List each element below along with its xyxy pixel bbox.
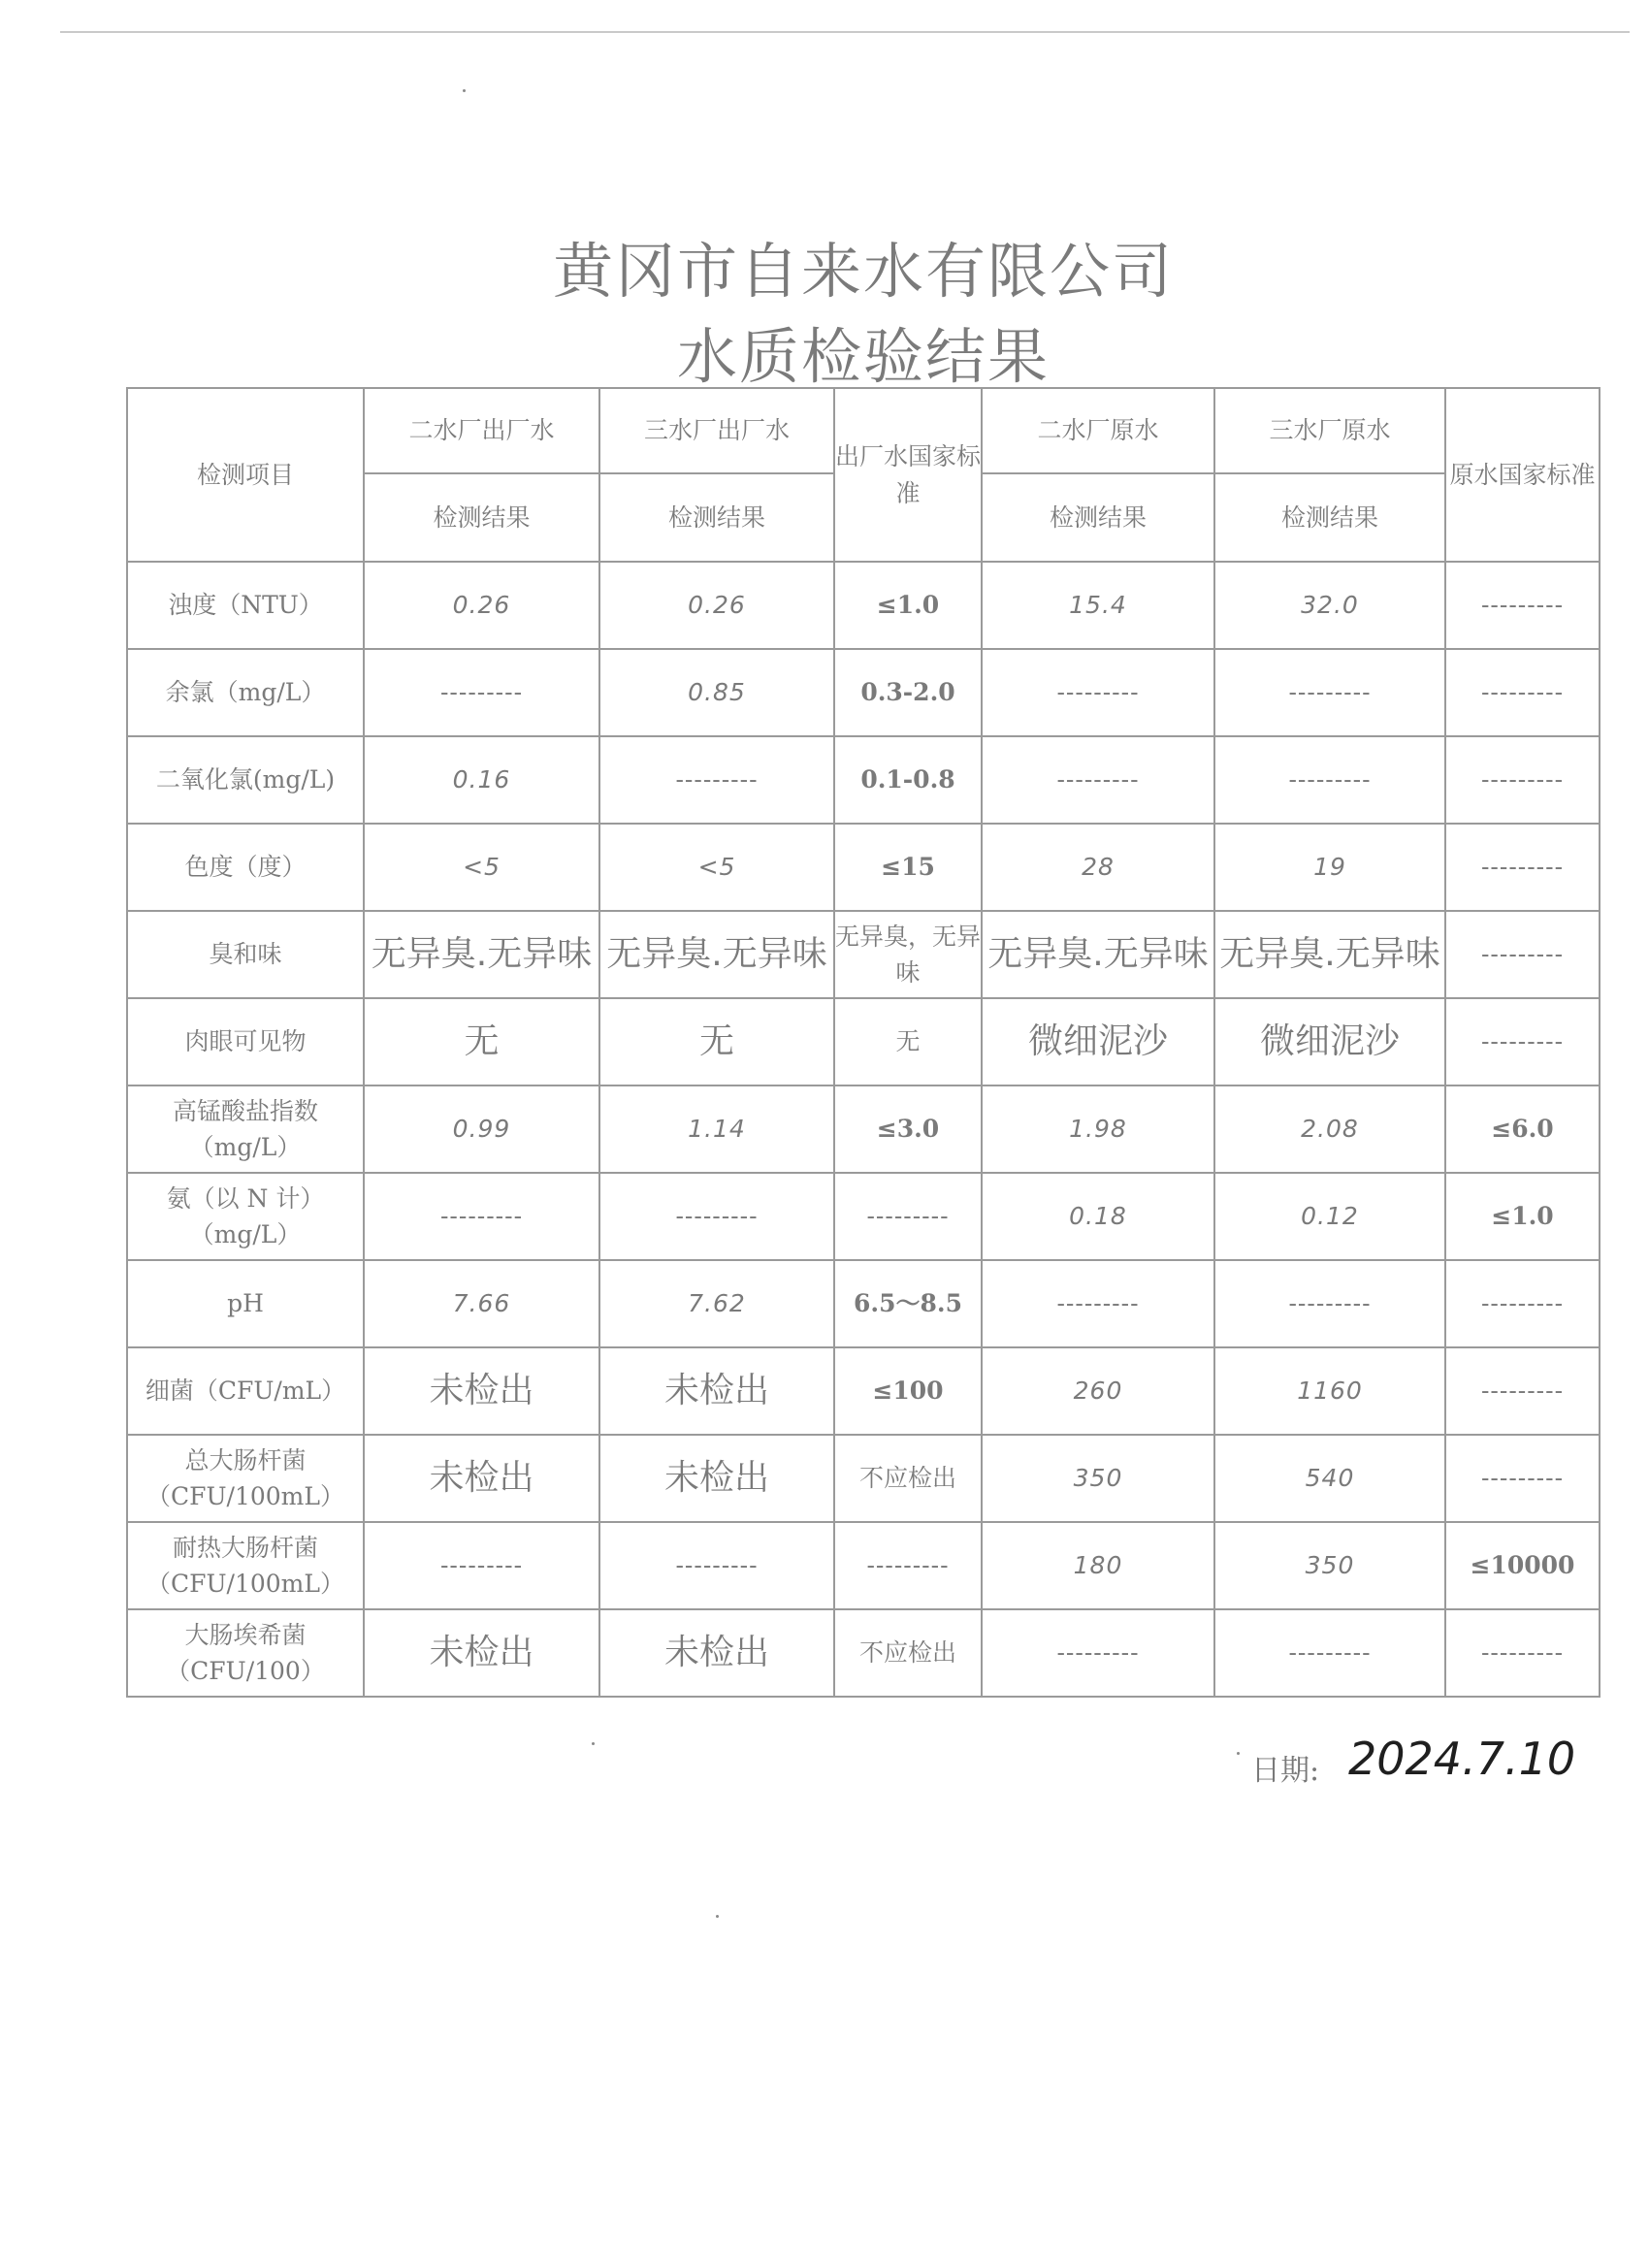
result-cell: 0.26 bbox=[364, 562, 599, 649]
standard-cell: ≤10000 bbox=[1445, 1522, 1600, 1609]
standard-cell: ≤1.0 bbox=[834, 562, 982, 649]
header-row-top bbox=[127, 388, 1600, 473]
result-cell: 无 bbox=[364, 998, 599, 1085]
table-row bbox=[127, 1522, 1600, 1609]
item-name-cell: 余氯（mg/L） bbox=[127, 649, 364, 736]
table-row bbox=[127, 1435, 1600, 1522]
item-name-cell: 总大肠杆菌（CFU/100mL） bbox=[127, 1435, 364, 1522]
header-col-plant2-raw: 二水厂原水 bbox=[982, 388, 1214, 473]
result-cell: --------- bbox=[982, 1609, 1214, 1697]
standard-cell: ≤6.0 bbox=[1445, 1085, 1600, 1173]
scan-speck bbox=[1237, 1752, 1240, 1755]
standard-cell: 无 bbox=[834, 998, 982, 1085]
result-cell: 32.0 bbox=[1214, 562, 1445, 649]
table-row bbox=[127, 649, 1600, 736]
standard-cell: --------- bbox=[1445, 562, 1600, 649]
table-row bbox=[127, 824, 1600, 911]
header-result: 检测结果 bbox=[1214, 473, 1445, 562]
standard-cell: 6.5～8.5 bbox=[834, 1260, 982, 1347]
result-cell: 无异臭.无异味 bbox=[982, 911, 1214, 998]
header-col-plant2-out: 二水厂出厂水 bbox=[364, 388, 599, 473]
standard-cell: 0.1-0.8 bbox=[834, 736, 982, 824]
result-cell: 1.98 bbox=[982, 1085, 1214, 1173]
header-result: 检测结果 bbox=[364, 473, 599, 562]
result-cell: --------- bbox=[1214, 1260, 1445, 1347]
standard-cell: --------- bbox=[1445, 1260, 1600, 1347]
header-result: 检测结果 bbox=[599, 473, 834, 562]
header-std-out: 出厂水国家标准 bbox=[834, 388, 982, 562]
result-cell: 微细泥沙 bbox=[982, 998, 1214, 1085]
item-name-cell: 高锰酸盐指数（mg/L） bbox=[127, 1085, 364, 1173]
result-cell: 0.85 bbox=[599, 649, 834, 736]
result-cell: 无 bbox=[599, 998, 834, 1085]
standard-cell: --------- bbox=[1445, 824, 1600, 911]
item-name-cell: 耐热大肠杆菌（CFU/100mL） bbox=[127, 1522, 364, 1609]
header-col-plant3-raw: 三水厂原水 bbox=[1214, 388, 1445, 473]
scan-speck bbox=[716, 1915, 719, 1918]
result-cell: <5 bbox=[364, 824, 599, 911]
table-row bbox=[127, 736, 1600, 824]
result-cell: --------- bbox=[599, 1173, 834, 1260]
result-cell: --------- bbox=[982, 1260, 1214, 1347]
standard-cell: --------- bbox=[1445, 998, 1600, 1085]
item-name-cell: 浊度（NTU） bbox=[127, 562, 364, 649]
result-cell: 28 bbox=[982, 824, 1214, 911]
result-cell: 0.16 bbox=[364, 736, 599, 824]
table-row bbox=[127, 1085, 1600, 1173]
result-cell: --------- bbox=[364, 1522, 599, 1609]
result-cell: 7.66 bbox=[364, 1260, 599, 1347]
result-cell: 180 bbox=[982, 1522, 1214, 1609]
item-name-cell: 臭和味 bbox=[127, 911, 364, 998]
standard-cell: --------- bbox=[1445, 1435, 1600, 1522]
standard-cell: --------- bbox=[1445, 911, 1600, 998]
table-row bbox=[127, 562, 1600, 649]
standard-cell: --------- bbox=[1445, 736, 1600, 824]
result-cell: 未检出 bbox=[364, 1609, 599, 1697]
result-cell: 未检出 bbox=[599, 1609, 834, 1697]
item-name-cell: pH bbox=[127, 1260, 364, 1347]
result-cell: 未检出 bbox=[364, 1435, 599, 1522]
result-cell: <5 bbox=[599, 824, 834, 911]
result-cell: 260 bbox=[982, 1347, 1214, 1435]
result-cell: 微细泥沙 bbox=[1214, 998, 1445, 1085]
standard-cell: ≤100 bbox=[834, 1347, 982, 1435]
standard-cell: ≤3.0 bbox=[834, 1085, 982, 1173]
result-cell: --------- bbox=[1214, 736, 1445, 824]
standard-cell: --------- bbox=[1445, 1609, 1600, 1697]
standard-cell: --------- bbox=[834, 1173, 982, 1260]
standard-cell: ≤15 bbox=[834, 824, 982, 911]
result-cell: 未检出 bbox=[599, 1435, 834, 1522]
result-cell: 350 bbox=[982, 1435, 1214, 1522]
header-result: 检测结果 bbox=[982, 473, 1214, 562]
page-top-border bbox=[60, 31, 1630, 33]
result-cell: --------- bbox=[1214, 649, 1445, 736]
result-cell: 19 bbox=[1214, 824, 1445, 911]
header-item: 检测项目 bbox=[127, 388, 364, 562]
scan-speck bbox=[592, 1742, 595, 1745]
result-cell: 0.18 bbox=[982, 1173, 1214, 1260]
result-cell: --------- bbox=[1214, 1609, 1445, 1697]
scan-speck bbox=[463, 89, 466, 92]
result-cell: 350 bbox=[1214, 1522, 1445, 1609]
standard-cell: 无异臭，无异味 bbox=[834, 911, 982, 998]
result-cell: 未检出 bbox=[364, 1347, 599, 1435]
result-cell: 0.99 bbox=[364, 1085, 599, 1173]
result-cell: 7.62 bbox=[599, 1260, 834, 1347]
standard-cell: ≤1.0 bbox=[1445, 1173, 1600, 1260]
table-row bbox=[127, 911, 1600, 998]
standard-cell: 不应检出 bbox=[834, 1609, 982, 1697]
result-cell: 1160 bbox=[1214, 1347, 1445, 1435]
result-cell: 未检出 bbox=[599, 1347, 834, 1435]
report-title: 水质检验结果 bbox=[676, 321, 1050, 392]
result-cell: 15.4 bbox=[982, 562, 1214, 649]
item-name-cell: 肉眼可见物 bbox=[127, 998, 364, 1085]
header-col-plant3-out: 三水厂出厂水 bbox=[599, 388, 834, 473]
table-row bbox=[127, 1347, 1600, 1435]
result-cell: --------- bbox=[982, 736, 1214, 824]
standard-cell: 0.3-2.0 bbox=[834, 649, 982, 736]
date-label: 日期: bbox=[1251, 1754, 1320, 1788]
result-cell: 1.14 bbox=[599, 1085, 834, 1173]
item-name-cell: 大肠埃希菌（CFU/100） bbox=[127, 1609, 364, 1697]
result-cell: 无异臭.无异味 bbox=[1214, 911, 1445, 998]
result-cell: --------- bbox=[599, 1522, 834, 1609]
company-title: 黄冈市自来水有限公司 bbox=[552, 236, 1174, 307]
standard-cell: 不应检出 bbox=[834, 1435, 982, 1522]
result-cell: 0.26 bbox=[599, 562, 834, 649]
item-name-cell: 氨（以 N 计）（mg/L） bbox=[127, 1173, 364, 1260]
result-cell: --------- bbox=[364, 1173, 599, 1260]
result-cell: 2.08 bbox=[1214, 1085, 1445, 1173]
header-std-raw: 原水国家标准 bbox=[1445, 388, 1600, 562]
result-cell: 无异臭.无异味 bbox=[599, 911, 834, 998]
date-value: 2024.7.10 bbox=[1348, 1733, 1576, 1785]
table-row bbox=[127, 1260, 1600, 1347]
standard-cell: --------- bbox=[1445, 1347, 1600, 1435]
result-cell: 无异臭.无异味 bbox=[364, 911, 599, 998]
result-cell: --------- bbox=[982, 649, 1214, 736]
item-name-cell: 二氧化氯(mg/L) bbox=[127, 736, 364, 824]
table-row bbox=[127, 998, 1600, 1085]
standard-cell: --------- bbox=[1445, 649, 1600, 736]
result-cell: --------- bbox=[364, 649, 599, 736]
results-table bbox=[126, 387, 1600, 1698]
result-cell: 0.12 bbox=[1214, 1173, 1445, 1260]
item-name-cell: 色度（度） bbox=[127, 824, 364, 911]
standard-cell: --------- bbox=[834, 1522, 982, 1609]
table-row bbox=[127, 1173, 1600, 1260]
result-cell: --------- bbox=[599, 736, 834, 824]
table-row bbox=[127, 1609, 1600, 1697]
result-cell: 540 bbox=[1214, 1435, 1445, 1522]
item-name-cell: 细菌（CFU/mL） bbox=[127, 1347, 364, 1435]
